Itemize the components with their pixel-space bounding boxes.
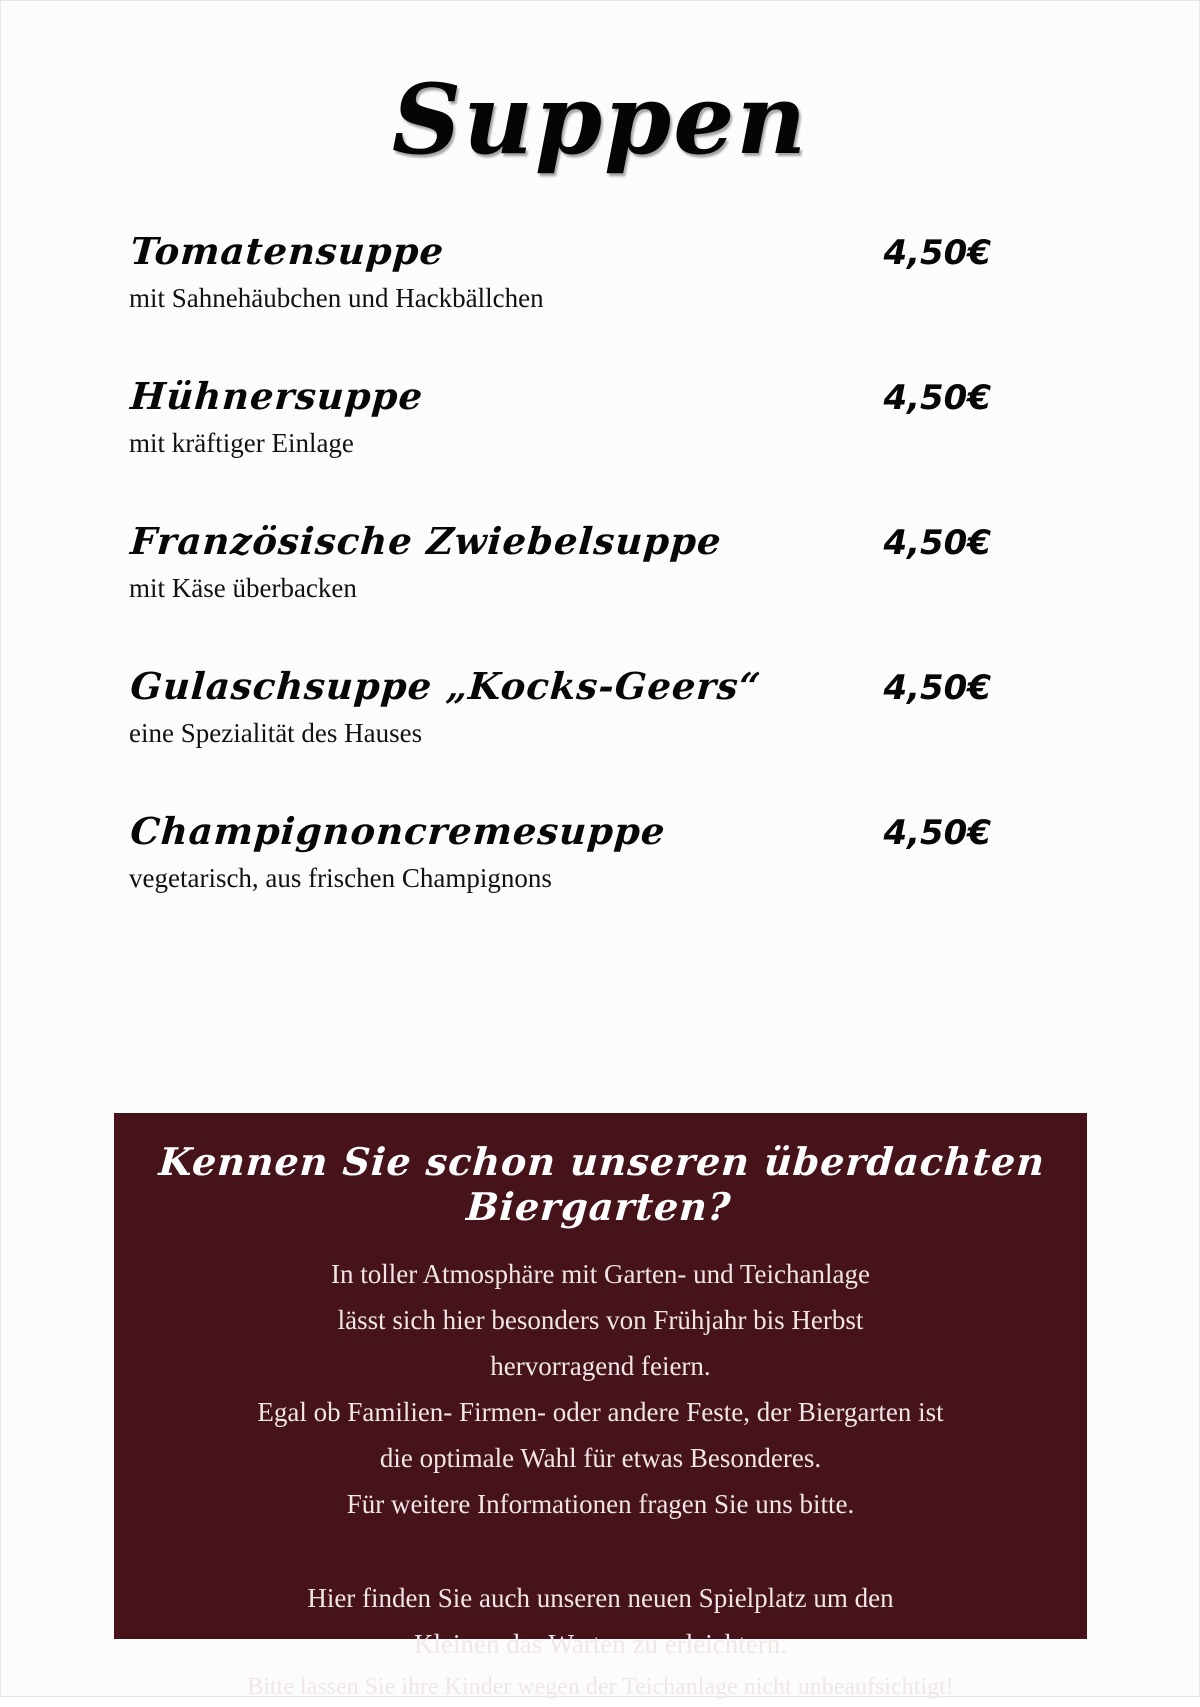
dish-price: 4,50€ — [883, 233, 991, 273]
menu-item-gulaschsuppe — [129, 664, 991, 749]
dish-price: 4,50€ — [883, 813, 991, 853]
menu-list — [129, 229, 991, 954]
menu-item-head — [129, 664, 991, 708]
info-line: hervorragend feiern. — [490, 1351, 711, 1381]
dish-price: 4,50€ — [883, 668, 991, 708]
biergarten-heading: Kennen Sie schon unseren überdachten Biergarten? — [157, 1139, 1047, 1229]
menu-item-champignonsuppe — [129, 809, 991, 894]
dish-price: 4,50€ — [883, 378, 991, 418]
dish-name: Tomatensuppe — [129, 229, 446, 273]
dish-name: Französische Zwiebelsuppe — [129, 519, 724, 563]
info-line: Egal ob Familien- Firmen- oder andere Feste, der Biergarten ist — [257, 1397, 944, 1427]
page-title: Suppen — [391, 63, 809, 176]
biergarten-info-box — [114, 1113, 1087, 1700]
dish-price: 4,50€ — [883, 523, 991, 563]
paragraph-spacer — [114, 1527, 1087, 1575]
info-line: lässt sich hier besonders von Frühjahr bis Herbst — [337, 1305, 864, 1335]
menu-item-huehnersuppe — [129, 374, 991, 459]
dish-description: mit kräftiger Einlage — [129, 428, 354, 458]
info-line: Für weitere Informationen fragen Sie uns bitte. — [346, 1489, 855, 1519]
dish-name: Champignoncremesuppe — [129, 809, 668, 853]
dish-description: vegetarisch, aus frischen Champignons — [129, 863, 552, 893]
dish-name: Hühnersuppe — [129, 374, 425, 418]
menu-item-tomatensuppe — [129, 229, 991, 314]
info-line: Kleinen das Warten zu erleichtern. — [414, 1629, 787, 1659]
info-line: Hier finden Sie auch unseren neuen Spielplatz um den — [307, 1583, 894, 1613]
menu-item-head — [129, 519, 991, 563]
menu-item-zwiebelsuppe — [129, 519, 991, 604]
dish-description: mit Käse überbacken — [129, 573, 357, 603]
children-warning: Bitte lassen Sie ihre Kinder wegen der Teichanlage nicht unbeaufsichtigt! — [247, 1674, 954, 1700]
info-line: die optimale Wahl für etwas Besonderes. — [379, 1443, 822, 1473]
info-line: In toller Atmosphäre mit Garten- und Teichanlage — [331, 1259, 870, 1289]
dish-name: Gulaschsuppe „Kocks-Geers“ — [129, 664, 763, 708]
menu-item-head — [129, 374, 991, 418]
menu-item-head — [129, 809, 991, 853]
menu-item-head — [129, 229, 991, 273]
dish-description: eine Spezialität des Hauses — [129, 718, 423, 748]
dish-description: mit Sahnehäubchen und Hackbällchen — [129, 283, 544, 313]
